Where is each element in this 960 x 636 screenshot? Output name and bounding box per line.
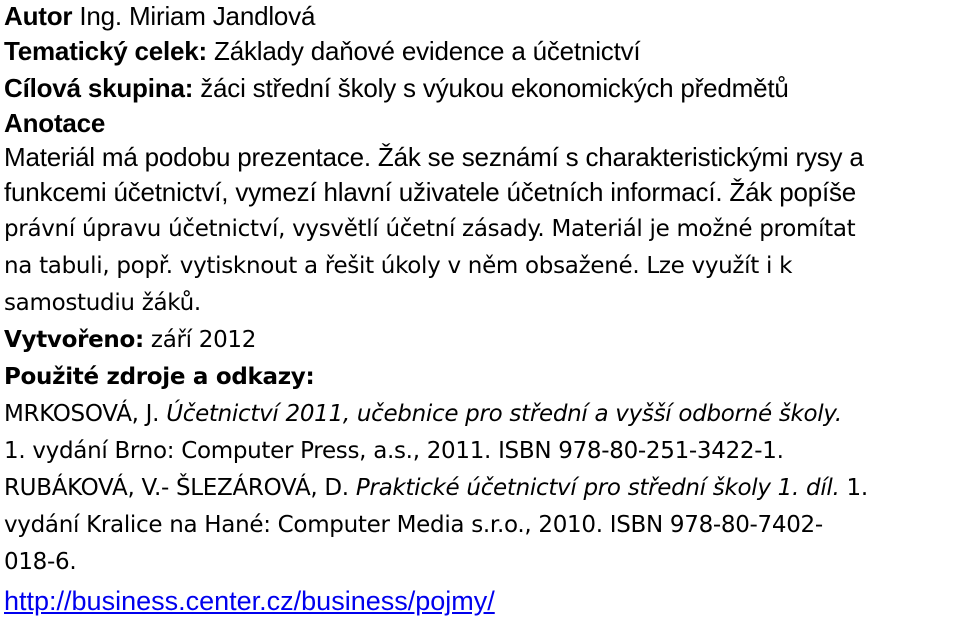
author-label: Autor <box>4 1 73 31</box>
annotation-line: Materiál má podobu prezentace. Žák se seznámí s charakteristickými rysy a <box>4 142 864 172</box>
reference-1-title: Účetnictví 2011, učebnice pro střední a vyšší odborné školy. <box>166 401 842 427</box>
reference-2-line-1 <box>4 470 958 507</box>
source-link[interactable]: http://business.center.cz/business/pojmy/ <box>4 586 495 616</box>
target-group-value: žáci střední školy s výukou ekonomických předmětů <box>200 73 789 103</box>
annotation-line: právní úpravu účetnictví, vysvětlí účetní zásady. Materiál je možné promítat <box>4 216 856 242</box>
thematic-unit-line <box>4 33 958 70</box>
annotation-line: na tabuli, popř. vytisknout a řešit úkoly v něm obsažené. Lze využít i k <box>4 253 793 279</box>
author-value: Ing. Miriam Jandlová <box>79 1 316 31</box>
created-label: Vytvořeno: <box>4 327 144 353</box>
reference-2-author: RUBÁKOVÁ, V.- ŠLEZÁROVÁ, D. <box>4 475 349 501</box>
created-line <box>4 322 958 359</box>
reference-2-line-2: vydání Kralice na Hané: Computer Media s.r.o., 2010. ISBN 978-80-7402- <box>4 512 823 538</box>
document-page <box>4 0 958 621</box>
author-line <box>4 0 958 33</box>
thematic-unit-label: Tematický celek: <box>4 36 207 66</box>
thematic-unit-value: Základy daňové evidence a účetnictví <box>214 36 641 66</box>
target-group-line <box>4 70 958 107</box>
target-group-label: Cílová skupina: <box>4 73 194 103</box>
sources-heading: Použité zdroje a odkazy: <box>4 364 315 390</box>
reference-1-line-2: 1. vydání Brno: Computer Press, a.s., 2011. ISBN 978-80-251-3422-1. <box>4 438 784 464</box>
reference-2-line-3: 018-6. <box>4 549 77 575</box>
reference-2-title: Praktické účetnictví pro střední školy 1. díl. <box>355 475 840 501</box>
annotation-heading: Anotace <box>4 108 106 138</box>
annotation-text <box>4 140 958 322</box>
reference-1-author: MRKOSOVÁ, J. <box>4 401 160 427</box>
reference-1-line-1 <box>4 396 958 433</box>
created-value: září 2012 <box>150 327 257 353</box>
reference-2-tail: 1. <box>846 475 868 501</box>
annotation-line: samostudiu žáků. <box>4 290 201 316</box>
annotation-line: funkcemi účetnictví, vymezí hlavní uživatele účetních informací. Žák popíše <box>4 177 857 207</box>
